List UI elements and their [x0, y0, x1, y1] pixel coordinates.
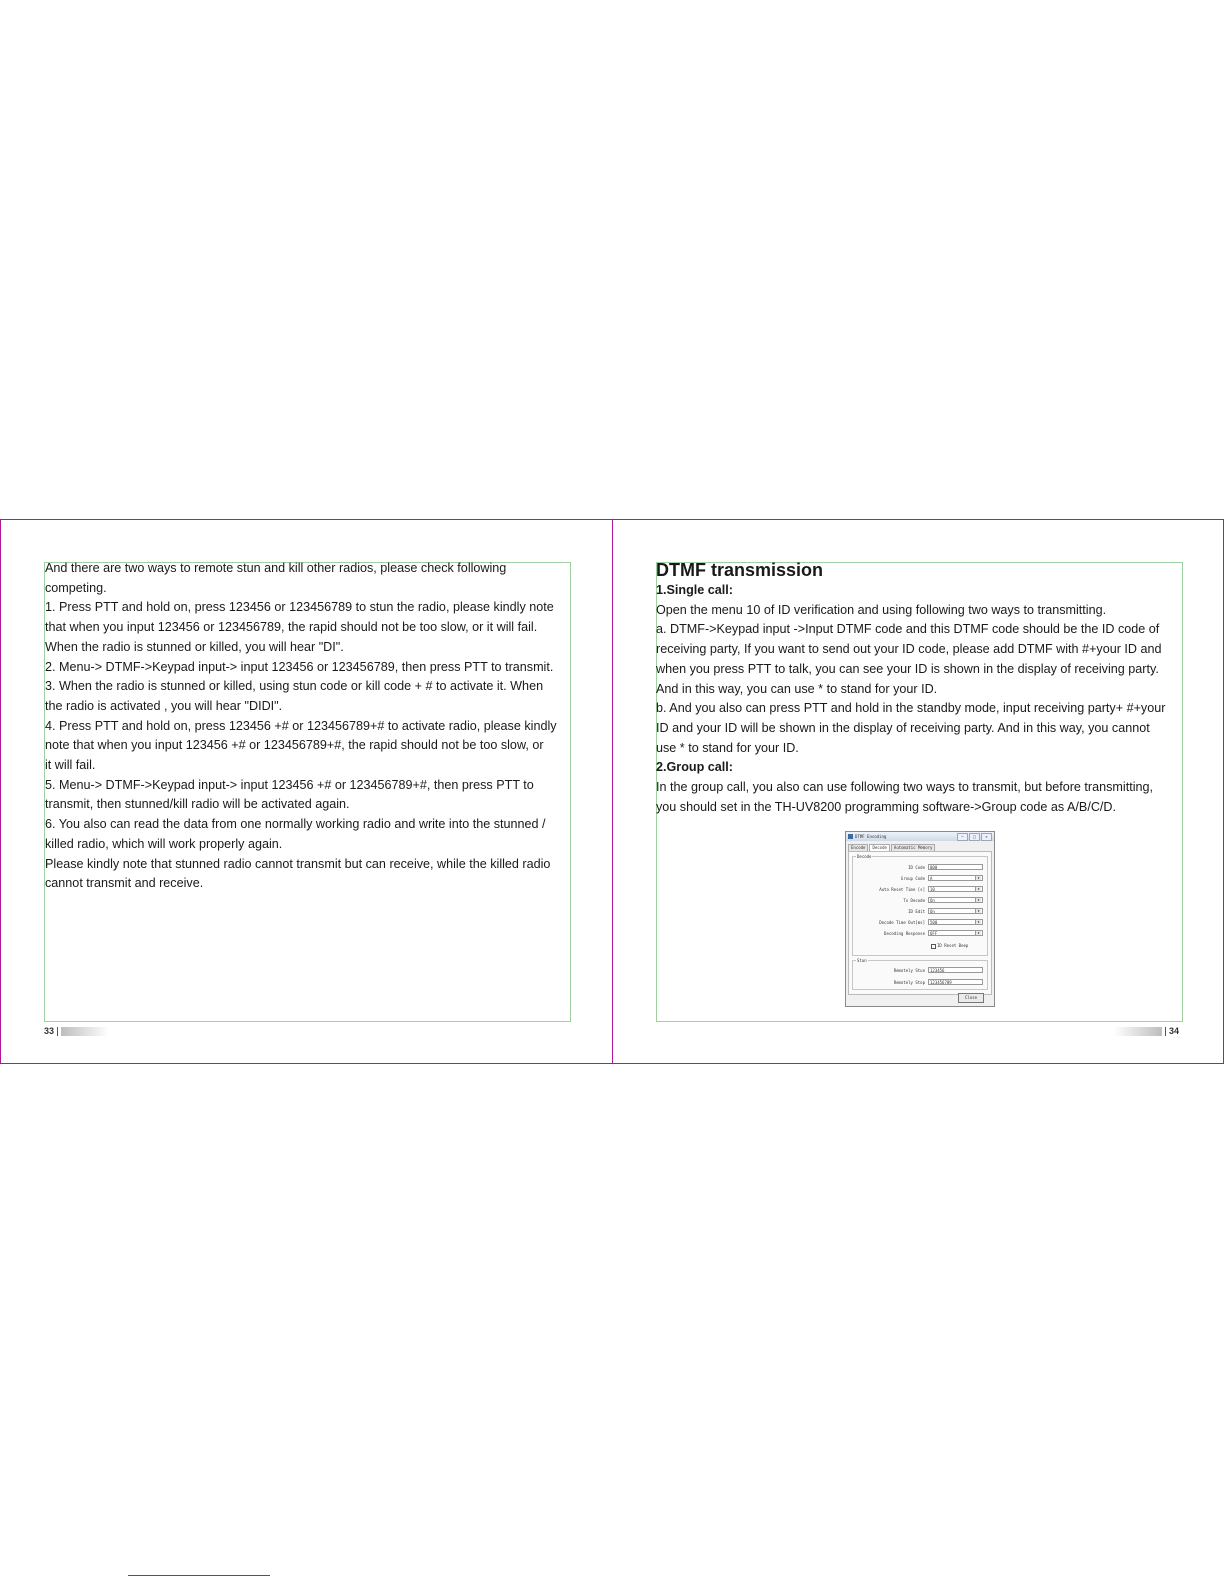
tab-decode[interactable]: Decode	[869, 844, 889, 851]
footer-divider	[1165, 1027, 1166, 1036]
stun-group	[852, 960, 988, 990]
dialog-title: DTMF Encoding	[855, 834, 887, 839]
id-reset-beep-checkbox[interactable]	[931, 944, 936, 949]
right-line: ID and your ID will be shown in the display of receiving party. And in this way, you cannot	[656, 720, 1150, 735]
chevron-down-icon[interactable]: ▼	[975, 909, 981, 913]
field-value: 500	[930, 920, 938, 925]
chevron-down-icon[interactable]: ▼	[975, 898, 981, 902]
id-code-input[interactable]: 000	[928, 864, 983, 870]
footer-gradient-bar	[61, 1027, 109, 1036]
chevron-down-icon[interactable]: ▼	[975, 887, 981, 891]
two-page-spread	[0, 519, 1224, 1064]
right-line: In the group call, you also can use following two ways to transmit, but before transmitting,	[656, 780, 1154, 795]
tab-encode[interactable]: Encode	[848, 844, 868, 851]
field-value: A	[930, 876, 933, 881]
auto-reset-time-select[interactable]	[928, 886, 983, 892]
left-line: 5. Menu-> DTMF->Keypad input-> input 123456 +# or 123456789+#, then press PTT to	[45, 777, 534, 792]
right-line: when you press PTT to talk, you can see your ID is shown in the display of receiving party.	[656, 661, 1159, 676]
decode-panel	[848, 851, 992, 995]
field-label: ID Code	[908, 865, 925, 870]
dialog-tabs	[848, 844, 994, 851]
field-value: On	[930, 898, 935, 903]
group-call-heading: 2.Group call:	[656, 760, 733, 775]
field-label: ID Edit	[908, 909, 925, 914]
dtmf-dialog-screenshot	[845, 831, 995, 1007]
left-line: 3. When the radio is stunned or killed, using stun code or kill code + # to activate it. When	[45, 679, 544, 694]
left-line: 2. Menu-> DTMF->Keypad input-> input 123456 or 123456789, then press PTT to transmit.	[45, 659, 554, 674]
remotely-stun-input[interactable]: 123456	[928, 967, 983, 973]
tab-automatic-memory[interactable]: Automatic Memory	[891, 844, 936, 851]
left-line: the radio is activated , you will hear "DIDI".	[45, 698, 283, 713]
right-line: a. DTMF->Keypad input ->Input DTMF code and this DTMF code should be the ID code of	[656, 622, 1160, 637]
hyperlink-underline	[128, 1575, 270, 1576]
left-body-text	[45, 559, 557, 894]
id-reset-beep-row[interactable]	[931, 943, 968, 949]
chevron-down-icon[interactable]: ▼	[975, 920, 981, 924]
right-line: And in this way, you can use * to stand for your ID.	[656, 681, 938, 696]
field-label: Tx Decode	[903, 898, 925, 903]
field-row	[853, 967, 991, 974]
right-page	[613, 520, 1224, 1063]
section-title: DTMF transmission	[656, 560, 824, 580]
field-row	[853, 930, 991, 937]
left-line: Please kindly note that stunned radio cannot transmit but can receive, while the killed radio	[45, 856, 551, 871]
chevron-down-icon[interactable]: ▼	[975, 876, 981, 880]
field-value: OFF	[930, 931, 938, 936]
left-line: And there are two ways to remote stun and kill other radios, please check following	[45, 561, 507, 575]
field-label: Decoding Response	[884, 931, 925, 936]
field-value: 10	[930, 887, 935, 892]
right-line: you should set in the TH-UV8200 programming software->Group code as A/B/C/D.	[656, 799, 1117, 814]
maximize-icon[interactable]: □	[969, 833, 980, 841]
left-line: 4. Press PTT and hold on, press 123456 +# or 123456789+# to activate radio, please kindly	[45, 718, 557, 733]
left-line: 6. You also can read the data from one normally working radio and write into the stunned /	[45, 817, 546, 832]
field-row	[853, 919, 991, 926]
close-button[interactable]: Close	[958, 993, 984, 1003]
decode-timeout-select[interactable]	[928, 919, 983, 925]
minimize-icon[interactable]: —	[957, 833, 968, 841]
field-label: Auto Reset Time [s]	[879, 887, 925, 892]
field-value: On	[930, 909, 935, 914]
left-line: cannot transmit and receive.	[45, 876, 204, 891]
field-row	[853, 897, 991, 904]
dialog-title-bar	[846, 832, 994, 841]
tx-decode-select[interactable]	[928, 897, 983, 903]
app-icon	[848, 834, 853, 839]
remotely-stop-input[interactable]: 123456789	[928, 979, 983, 985]
field-row	[853, 979, 991, 986]
left-page	[0, 520, 613, 1063]
left-page-footer	[44, 1026, 109, 1036]
page-number: 34	[1168, 1026, 1179, 1036]
right-line: receiving party, If you want to send out your ID code, please add DTMF with #+your ID and	[656, 642, 1162, 657]
field-label: Remotely Stun	[893, 968, 925, 973]
chevron-down-icon[interactable]: ▼	[975, 931, 981, 935]
left-line: transmit, then stunned/kill radio will be activated again.	[45, 797, 350, 812]
footer-divider	[57, 1027, 58, 1036]
window-buttons	[957, 833, 992, 841]
field-row	[853, 908, 991, 915]
field-label: Remotely Stop	[893, 980, 925, 985]
right-page-footer	[1114, 1026, 1179, 1036]
right-line: b. And you also can press PTT and hold in the standby mode, input receiving party+ #+your	[656, 701, 1166, 716]
right-line: Open the menu 10 of ID verification and using following two ways to transmitting.	[656, 602, 1107, 617]
single-call-heading: 1.Single call:	[656, 583, 733, 597]
page-number: 33	[44, 1026, 55, 1036]
checkbox-label: ID Reset Beep	[937, 943, 969, 948]
close-icon[interactable]: ✕	[981, 833, 992, 841]
field-row	[853, 875, 991, 882]
stun-group-label: Stun	[857, 958, 867, 963]
left-line: competing.	[45, 580, 107, 595]
right-line: use * to stand for your ID.	[656, 740, 799, 755]
left-line: that when you input 123456 or 123456789, the rapid should not be too slow, or it will fail.	[45, 620, 538, 635]
left-line: 1. Press PTT and hold on, press 123456 or 123456789 to stun the radio, please kindly note	[45, 600, 554, 615]
left-line: it will fail.	[45, 758, 96, 773]
left-line: When the radio is stunned or killed, you will hear "DI".	[45, 639, 344, 654]
decode-group-label: Decode	[857, 854, 872, 859]
field-row	[853, 864, 991, 871]
left-line: note that when you input 123456 +# or 123456789+#, the rapid should not be too slow, or	[45, 738, 544, 753]
id-edit-select[interactable]	[928, 908, 983, 914]
left-line: killed radio, which will work properly again.	[45, 836, 283, 851]
group-code-select[interactable]	[928, 875, 983, 881]
right-body-text	[656, 581, 1165, 817]
field-label: Group Code	[900, 876, 925, 881]
footer-gradient-bar	[1114, 1027, 1162, 1036]
decode-group	[852, 856, 988, 956]
decoding-response-select[interactable]	[928, 930, 983, 936]
field-label: Decode Time Out[ms]	[879, 920, 925, 925]
field-row	[853, 886, 991, 893]
